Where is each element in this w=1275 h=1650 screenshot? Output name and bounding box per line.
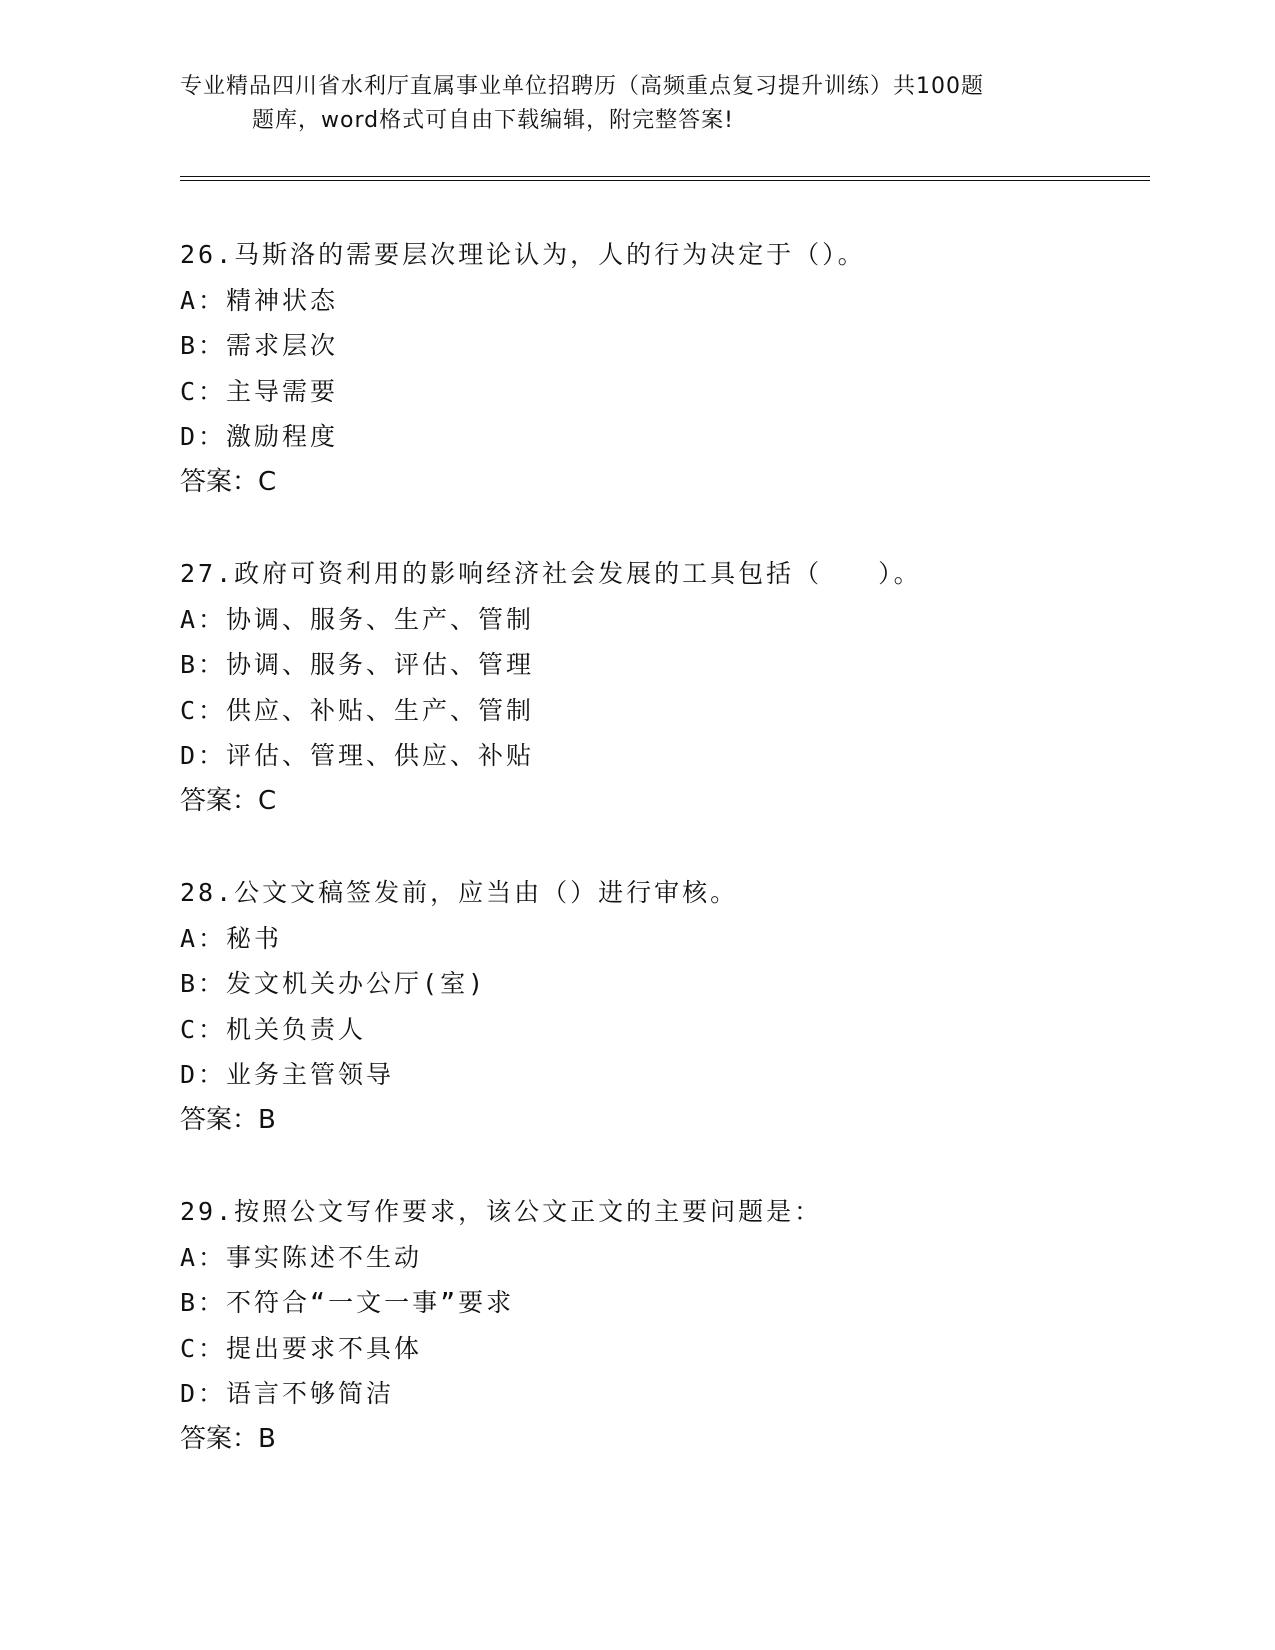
question-list (180, 232, 1140, 1462)
option-b: B：不符合“一文一事”要求 (180, 1288, 515, 1317)
option-c: C：提出要求不具体 (180, 1333, 423, 1363)
option-c: C：机关负责人 (180, 1014, 367, 1044)
answer: 答案：C (180, 466, 277, 497)
option-a: A：事实陈述不生动 (180, 1242, 423, 1272)
question-stem: 29.按照公文写作要求，该公文正文的主要问题是： (180, 1197, 823, 1226)
option-c: C：主导需要 (180, 376, 339, 406)
option-b: B：需求层次 (180, 331, 339, 360)
answer: 答案：C (180, 785, 277, 816)
question-27 (180, 551, 1140, 824)
header-double-rule (180, 176, 1150, 181)
page-header (180, 70, 1060, 138)
option-a: A：协调、服务、生产、管制 (180, 604, 535, 634)
option-c: C：供应、补贴、生产、管制 (180, 695, 535, 725)
question-26 (180, 232, 1140, 505)
option-d: D：语言不够简洁 (180, 1379, 395, 1408)
question-stem: 28.公文文稿签发前，应当由（）进行审核。 (180, 878, 739, 907)
option-a: A：秘书 (180, 923, 283, 953)
question-28 (180, 870, 1140, 1143)
option-d: D：激励程度 (180, 422, 339, 451)
header-title-line2: 题库，word格式可自由下载编辑，附完整答案! (252, 108, 734, 133)
answer: 答案：B (180, 1423, 276, 1454)
option-b: B：协调、服务、评估、管理 (180, 650, 535, 679)
header-title-line1: 专业精品四川省水利厅直属事业单位招聘历（高频重点复习提升训练）共100题 (180, 74, 984, 99)
question-stem: 27.政府可资利用的影响经济社会发展的工具包括（ ）。 (180, 559, 922, 588)
option-a: A：精神状态 (180, 285, 339, 315)
answer: 答案：B (180, 1104, 276, 1135)
option-d: D：评估、管理、供应、补贴 (180, 741, 535, 770)
question-stem: 26.马斯洛的需要层次理论认为，人的行为决定于（）。 (180, 240, 866, 269)
option-d: D：业务主管领导 (180, 1060, 395, 1089)
option-b: B：发文机关办公厅(室) (180, 969, 487, 998)
question-29 (180, 1189, 1140, 1462)
